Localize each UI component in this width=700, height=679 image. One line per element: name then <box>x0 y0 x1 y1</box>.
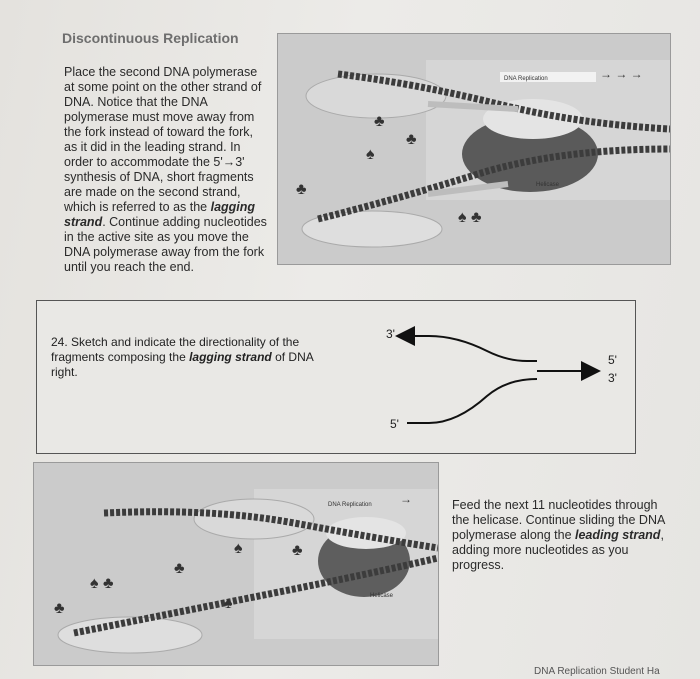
feed-pre: Feed the next 11 nucleotides through the helicase. Continue sliding the DNA polymerase along the <box>452 498 665 542</box>
svg-text:♣: ♣ <box>174 560 185 577</box>
feed-emphasis: leading strand <box>575 528 661 542</box>
label-5-prime-bottom: 5' <box>390 417 399 431</box>
svg-text:→: → <box>400 492 412 506</box>
svg-text:♣: ♣ <box>406 131 417 148</box>
feed-instructions <box>452 498 672 573</box>
top-dna-diagram <box>278 34 670 264</box>
question-emphasis: lagging strand <box>189 350 272 364</box>
bottom-helicase-label: Helicase <box>370 593 394 599</box>
svg-text:♣: ♣ <box>54 600 65 617</box>
svg-text:♠: ♠ <box>224 595 233 612</box>
bottom-illustration <box>33 462 439 666</box>
svg-text:♠: ♠ <box>366 146 375 163</box>
svg-text:♠ ♣: ♠ ♣ <box>458 209 482 226</box>
svg-text:♣: ♣ <box>296 181 307 198</box>
label-3-prime-right: 3' <box>608 371 617 385</box>
top-illustration <box>277 33 671 265</box>
bottom-replication-label: DNA Replication <box>328 502 372 508</box>
question-24-box <box>36 300 636 454</box>
lagging-strand-sketch-area[interactable] <box>37 301 635 453</box>
svg-text:→ → →: → → → <box>600 67 643 81</box>
label-5-prime-right: 5' <box>608 353 617 367</box>
label-3-prime-top: 3' <box>386 327 395 341</box>
svg-text:♠: ♠ <box>234 540 243 557</box>
instructions-post: . Continue adding nucleotides in the active site as you move the DNA polymerase away from the fork until you reach the end. <box>64 215 267 274</box>
question-pre: 24. Sketch and indicate the directionality of the fragments composing the <box>51 335 300 364</box>
top-strand-line <box>399 336 537 361</box>
page-footer: DNA Replication Student Ha <box>534 666 660 677</box>
feed-post: , adding more nucleotides as you progress. <box>452 528 664 572</box>
svg-text:♣: ♣ <box>292 542 303 559</box>
instructions-emphasis: lagging strand <box>64 200 256 229</box>
instructions-text <box>64 65 269 275</box>
svg-text:♣: ♣ <box>374 113 385 130</box>
svg-text:♠ ♣: ♠ ♣ <box>90 575 114 592</box>
bottom-strand-line <box>407 379 537 423</box>
bottom-dna-diagram <box>34 463 438 665</box>
question-post: of DNA right. <box>51 350 314 379</box>
section-title: Discontinuous Replication <box>62 30 239 46</box>
top-helicase-label: Helicase <box>536 182 560 188</box>
instructions-pre: Place the second DNA polymerase at some point on the other strand of DNA. Notice that the DNA polymerase must move away from the fork instead of toward the fork, as it did in the leading strand. In order to accommodate the 5'→3' synthesis of DNA, short fragments are made on the second strand, which is referred to as the <box>64 65 262 214</box>
top-replication-label: DNA Replication <box>504 76 548 82</box>
